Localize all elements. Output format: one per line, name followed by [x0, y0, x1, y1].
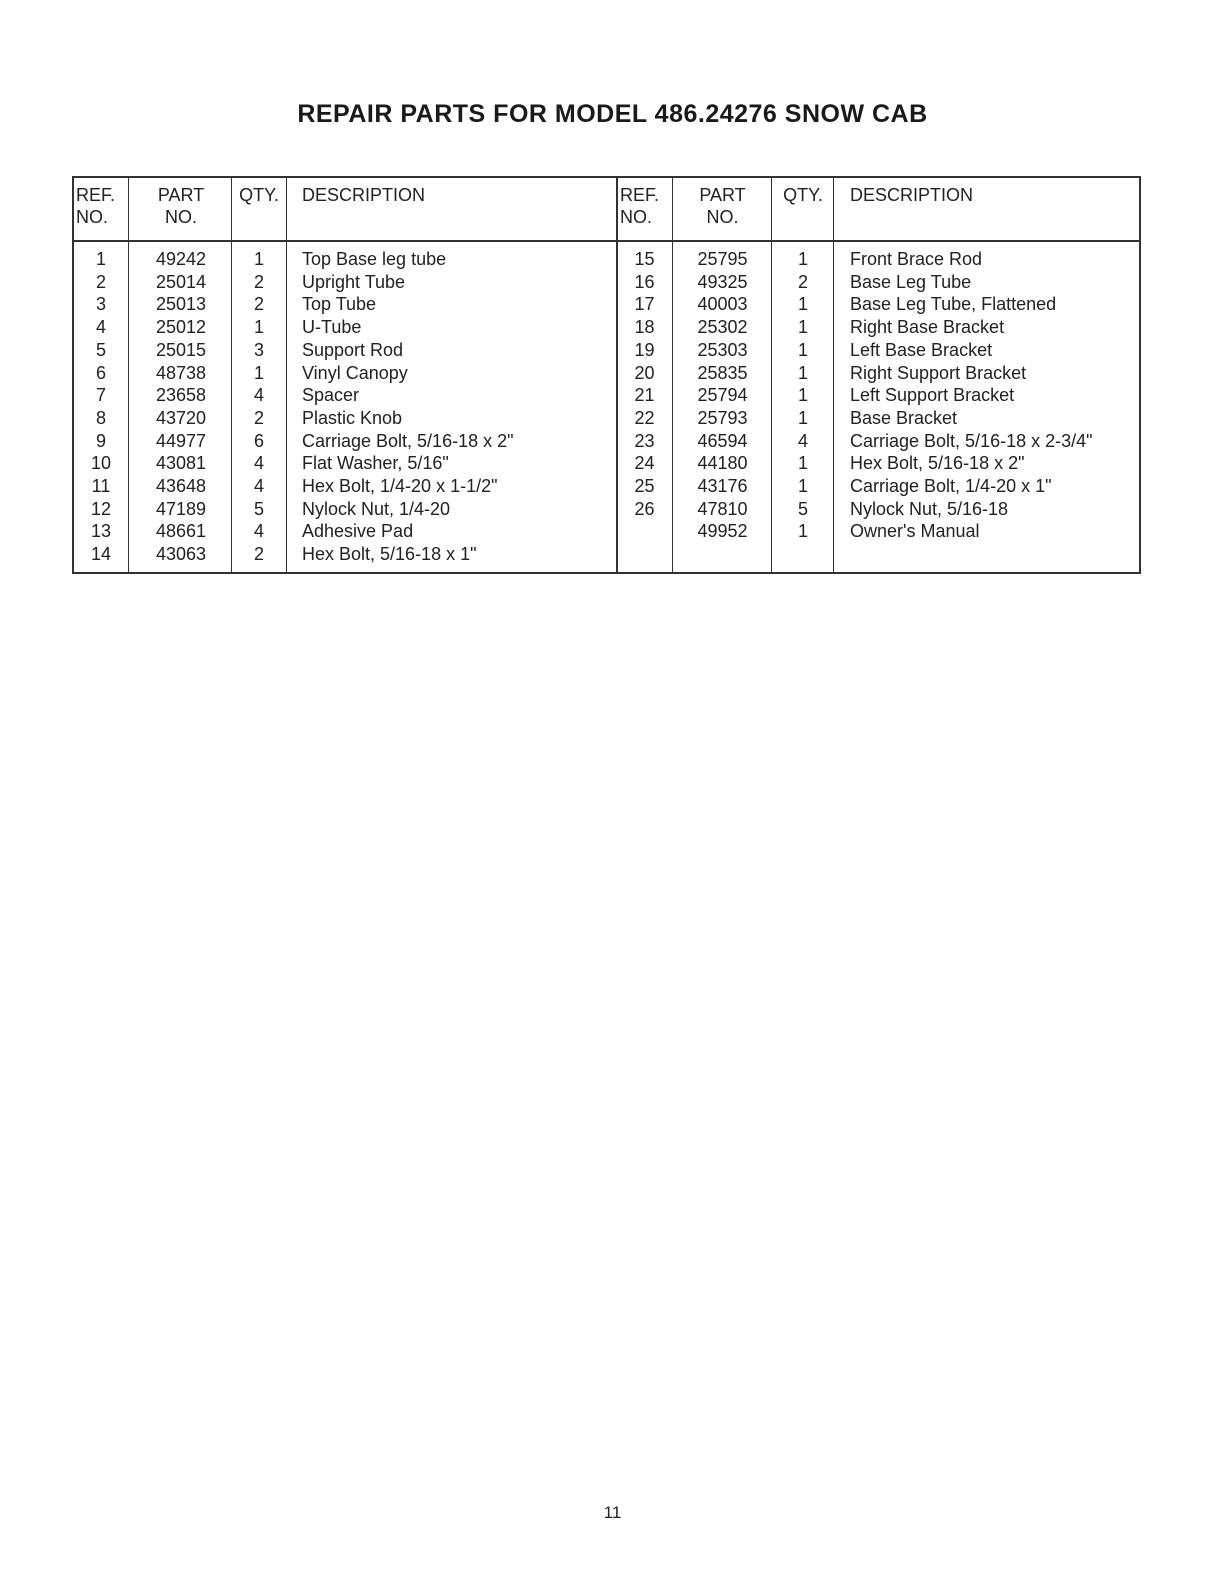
cell-ref: 22 [634, 407, 655, 428]
cell-ref: 15 [634, 249, 655, 269]
cell-part: 44977 [155, 430, 207, 451]
cell-part: 49242 [155, 249, 207, 269]
page-title: REPAIR PARTS FOR MODEL 486.24276 SNOW CAB [297, 100, 928, 128]
header-qty: QTY. [783, 185, 823, 205]
cell-ref: 26 [634, 498, 655, 519]
cell-qty: 5 [253, 498, 264, 519]
cell-ref: 2 [95, 271, 106, 292]
cell-desc: Hex Bolt, 1/4-20 x 1-1/2" [302, 476, 498, 496]
cell-qty: 1 [797, 407, 808, 428]
cell-qty: 4 [253, 521, 264, 542]
cell-ref: 7 [95, 385, 106, 406]
cell-qty: 4 [797, 430, 808, 451]
cell-ref: 24 [634, 453, 655, 474]
cell-part: 43720 [155, 407, 207, 428]
header-description: DESCRIPTION [850, 185, 974, 205]
cell-desc: Flat Washer, 5/16" [302, 453, 449, 474]
cell-ref: 6 [95, 362, 106, 383]
cell-ref: 9 [95, 430, 106, 451]
table-row [74, 543, 1139, 566]
cell-qty: 1 [797, 362, 808, 383]
cell-qty: 4 [253, 476, 264, 496]
cell-ref: 13 [90, 521, 112, 542]
table-row [74, 384, 1139, 407]
cell-qty: 1 [797, 453, 808, 474]
cell-ref: 25 [634, 476, 655, 496]
cell-qty: 2 [797, 271, 808, 292]
cell-qty: 5 [797, 498, 808, 519]
cell-desc: Adhesive Pad [302, 521, 414, 542]
cell-desc: Carriage Bolt, 1/4-20 x 1" [850, 476, 1052, 496]
header-ref-no: REF. NO. [76, 185, 116, 227]
cell-desc: Upright Tube [302, 271, 406, 292]
cell-part: 25794 [697, 385, 748, 406]
cell-qty: 4 [253, 453, 264, 474]
cell-part: 47810 [697, 498, 748, 519]
cell-desc: Right Support Bracket [850, 362, 1027, 383]
cell-qty: 2 [253, 407, 264, 428]
cell-part: 25303 [697, 339, 748, 360]
cell-qty: 2 [253, 544, 264, 565]
cell-desc: Left Base Bracket [850, 339, 993, 360]
cell-desc: Support Rod [302, 339, 404, 360]
table-row [74, 475, 1139, 498]
cell-part: 25012 [155, 317, 207, 338]
cell-desc: Vinyl Canopy [302, 362, 408, 383]
cell-desc: Front Brace Rod [850, 249, 983, 269]
cell-ref: 16 [634, 271, 655, 292]
cell-ref: 17 [634, 294, 655, 315]
cell-desc: Left Support Bracket [850, 385, 1015, 406]
cell-part: 40003 [697, 294, 748, 315]
table-row [74, 498, 1139, 521]
cell-part: 25795 [697, 249, 748, 269]
cell-ref: 19 [634, 339, 655, 360]
cell-ref: 20 [634, 362, 655, 383]
table-row [74, 339, 1139, 362]
cell-ref: 8 [95, 407, 106, 428]
cell-ref: 10 [90, 453, 112, 474]
table-row [74, 430, 1139, 453]
cell-ref: 4 [95, 317, 106, 338]
cell-part: 48738 [155, 362, 207, 383]
cell-desc: Nylock Nut, 1/4-20 [302, 498, 451, 519]
cell-part: 25793 [697, 407, 748, 428]
cell-ref: 12 [90, 498, 112, 519]
cell-desc: Nylock Nut, 5/16-18 [850, 498, 1009, 519]
cell-part: 43176 [697, 476, 748, 496]
cell-qty: 2 [253, 271, 264, 292]
cell-qty: 1 [797, 317, 808, 338]
cell-part: 44180 [697, 453, 748, 474]
cell-ref: 14 [90, 544, 112, 565]
cell-part: 47189 [155, 498, 207, 519]
header-ref-no: REF. NO. [620, 185, 660, 227]
cell-ref: 3 [95, 294, 106, 315]
cell-part: 25014 [155, 271, 207, 292]
cell-qty: 1 [253, 249, 264, 269]
table-row [74, 248, 1139, 271]
cell-ref: 5 [95, 339, 106, 360]
cell-qty: 1 [253, 317, 264, 338]
cell-part: 49325 [697, 271, 748, 292]
cell-desc: Base Leg Tube [850, 271, 972, 292]
header-qty: QTY. [239, 185, 279, 205]
cell-desc: Carriage Bolt, 5/16-18 x 2-3/4" [850, 430, 1093, 451]
cell-desc: Top Base leg tube [302, 249, 447, 269]
cell-qty: 1 [797, 339, 808, 360]
table-row [74, 520, 1139, 543]
header-part-no: PART NO. [157, 185, 205, 227]
cell-part: 49952 [697, 521, 748, 542]
header-description: DESCRIPTION [302, 185, 426, 205]
cell-desc: Plastic Knob [302, 407, 403, 428]
table-row [74, 362, 1139, 385]
cell-desc: Spacer [302, 385, 360, 406]
cell-ref: 21 [634, 385, 655, 406]
cell-qty: 6 [253, 430, 264, 451]
cell-part: 43063 [155, 544, 207, 565]
cell-qty: 1 [797, 294, 808, 315]
cell-part: 48661 [155, 521, 207, 542]
cell-desc: Hex Bolt, 5/16-18 x 2" [850, 453, 1025, 474]
cell-part: 23658 [155, 385, 207, 406]
cell-part: 25835 [697, 362, 748, 383]
cell-ref: 11 [91, 476, 111, 496]
cell-qty: 1 [797, 249, 808, 269]
cell-desc: Top Tube [302, 294, 377, 315]
cell-desc: U-Tube [302, 317, 362, 338]
cell-desc: Owner's Manual [850, 521, 980, 542]
cell-part: 43648 [155, 476, 207, 496]
cell-qty: 2 [253, 294, 264, 315]
cell-qty: 4 [253, 385, 264, 406]
cell-desc: Carriage Bolt, 5/16-18 x 2" [302, 430, 514, 451]
table-row [74, 271, 1139, 294]
cell-qty: 1 [797, 521, 808, 542]
cell-qty: 1 [797, 385, 808, 406]
header-part-no: PART NO. [699, 185, 746, 227]
cell-part: 46594 [697, 430, 748, 451]
cell-part: 25013 [155, 294, 207, 315]
cell-qty: 3 [253, 339, 264, 360]
header-divider [74, 240, 1139, 242]
page-number: 11 [603, 1503, 622, 1522]
cell-ref: 18 [634, 317, 655, 338]
cell-ref: 1 [95, 249, 106, 269]
cell-ref: 23 [634, 430, 655, 451]
repair-parts-table [72, 176, 1141, 574]
table-row [74, 316, 1139, 339]
table-row [74, 293, 1139, 316]
cell-part: 43081 [155, 453, 207, 474]
table-row [74, 407, 1139, 430]
cell-desc: Base Leg Tube, Flattened [850, 294, 1057, 315]
cell-desc: Right Base Bracket [850, 317, 1005, 338]
cell-desc: Base Bracket [850, 407, 958, 428]
cell-qty: 1 [797, 476, 808, 496]
cell-part: 25015 [155, 339, 207, 360]
cell-qty: 1 [253, 362, 264, 383]
cell-desc: Hex Bolt, 5/16-18 x 1" [302, 544, 477, 565]
table-row [74, 452, 1139, 475]
cell-part: 25302 [697, 317, 748, 338]
